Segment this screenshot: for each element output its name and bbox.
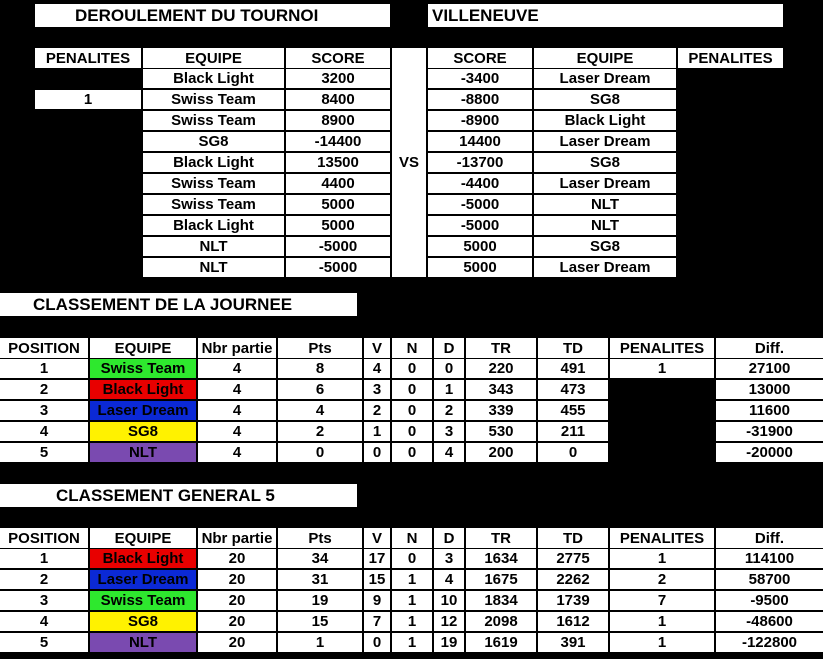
cell-games: 4 — [198, 422, 276, 441]
header-games: Nbr partie — [198, 528, 276, 548]
cell-points: 0 — [278, 443, 362, 462]
cell-diff: -31900 — [716, 422, 823, 441]
cell-points: 34 — [278, 549, 362, 568]
cell-wins: 17 — [364, 549, 390, 568]
cell-losses: 3 — [434, 422, 464, 441]
header-tr: TR — [466, 338, 536, 358]
header-tr: TR — [466, 528, 536, 548]
cell-position: 3 — [0, 591, 88, 610]
match-left-score: 8400 — [286, 90, 390, 109]
match-right-team: SG8 — [534, 90, 676, 109]
cell-draws: 1 — [392, 633, 432, 652]
match-right-team: Black Light — [534, 111, 676, 130]
match-right-score: 5000 — [428, 258, 532, 277]
match-right-team: SG8 — [534, 153, 676, 172]
cell-position: 3 — [0, 401, 88, 420]
header-td: TD — [538, 338, 608, 358]
right-team-header: EQUIPE — [534, 48, 676, 68]
general-ranking-title: CLASSEMENT GENERAL 5 — [0, 484, 357, 507]
team-cell: Swiss Team — [90, 359, 196, 378]
cell-losses: 12 — [434, 612, 464, 631]
match-right-score: 5000 — [428, 237, 532, 256]
match-right-score: -4400 — [428, 174, 532, 193]
match-left-score: 3200 — [286, 69, 390, 88]
cell-wins: 7 — [364, 612, 390, 631]
cell-points: 8 — [278, 359, 362, 378]
cell-draws: 1 — [392, 591, 432, 610]
match-left-team: Black Light — [143, 216, 284, 235]
header-team: EQUIPE — [90, 338, 196, 358]
match-left-score: 8900 — [286, 111, 390, 130]
cell-td: 391 — [538, 633, 608, 652]
cell-games: 20 — [198, 549, 276, 568]
match-left-team: Swiss Team — [143, 90, 284, 109]
cell-td: 473 — [538, 380, 608, 399]
cell-td: 2262 — [538, 570, 608, 589]
cell-points: 15 — [278, 612, 362, 631]
cell-position: 1 — [0, 549, 88, 568]
cell-losses: 0 — [434, 359, 464, 378]
cell-diff: 13000 — [716, 380, 823, 399]
header-points: Pts — [278, 528, 362, 548]
header-draws: N — [392, 528, 432, 548]
match-left-score: 4400 — [286, 174, 390, 193]
match-left-score: -5000 — [286, 237, 390, 256]
cell-losses: 10 — [434, 591, 464, 610]
cell-wins: 9 — [364, 591, 390, 610]
cell-tr: 1675 — [466, 570, 536, 589]
cell-td: 455 — [538, 401, 608, 420]
cell-penalties: 2 — [610, 570, 714, 589]
cell-penalties: 1 — [610, 633, 714, 652]
cell-penalties: 1 — [610, 549, 714, 568]
cell-points: 19 — [278, 591, 362, 610]
cell-points: 1 — [278, 633, 362, 652]
header-td: TD — [538, 528, 608, 548]
match-left-team: Black Light — [143, 153, 284, 172]
cell-tr: 530 — [466, 422, 536, 441]
header-wins: V — [364, 528, 390, 548]
cell-games: 20 — [198, 591, 276, 610]
cell-position: 4 — [0, 422, 88, 441]
cell-draws: 0 — [392, 549, 432, 568]
match-left-team: Swiss Team — [143, 111, 284, 130]
tournament-title: DEROULEMENT DU TOURNOI — [35, 4, 390, 27]
cell-games: 4 — [198, 359, 276, 378]
cell-points: 6 — [278, 380, 362, 399]
header-draws: N — [392, 338, 432, 358]
team-cell: Swiss Team — [90, 591, 196, 610]
cell-draws: 0 — [392, 380, 432, 399]
cell-points: 4 — [278, 401, 362, 420]
cell-wins: 0 — [364, 443, 390, 462]
cell-wins: 15 — [364, 570, 390, 589]
left-penalties-header: PENALITES — [35, 48, 141, 68]
daily-ranking-title: CLASSEMENT DE LA JOURNEE — [0, 293, 357, 316]
cell-tr: 1834 — [466, 591, 536, 610]
header-penalties: PENALITES — [610, 338, 714, 358]
cell-wins: 3 — [364, 380, 390, 399]
match-left-team: Swiss Team — [143, 174, 284, 193]
cell-tr: 1634 — [466, 549, 536, 568]
cell-games: 4 — [198, 401, 276, 420]
match-left-team: Black Light — [143, 69, 284, 88]
header-wins: V — [364, 338, 390, 358]
match-left-team: SG8 — [143, 132, 284, 151]
team-cell: Laser Dream — [90, 570, 196, 589]
team-cell: Black Light — [90, 380, 196, 399]
header-games: Nbr partie — [198, 338, 276, 358]
cell-penalties: 1 — [610, 359, 714, 378]
cell-draws: 1 — [392, 612, 432, 631]
cell-td: 211 — [538, 422, 608, 441]
cell-draws: 0 — [392, 443, 432, 462]
header-position: POSITION — [0, 528, 88, 548]
cell-position: 5 — [0, 443, 88, 462]
match-left-score: 13500 — [286, 153, 390, 172]
cell-diff: 114100 — [716, 549, 823, 568]
header-losses: D — [434, 338, 464, 358]
team-cell: Laser Dream — [90, 401, 196, 420]
cell-td: 491 — [538, 359, 608, 378]
match-right-score: -8800 — [428, 90, 532, 109]
cell-diff: -20000 — [716, 443, 823, 462]
team-cell: SG8 — [90, 612, 196, 631]
match-left-penalty: 1 — [35, 90, 141, 109]
cell-games: 4 — [198, 443, 276, 462]
header-position: POSITION — [0, 338, 88, 358]
match-right-team: Laser Dream — [534, 132, 676, 151]
match-left-team: NLT — [143, 258, 284, 277]
header-diff: Diff. — [716, 338, 823, 358]
cell-tr: 1619 — [466, 633, 536, 652]
match-right-score: -3400 — [428, 69, 532, 88]
team-cell: NLT — [90, 633, 196, 652]
cell-position: 5 — [0, 633, 88, 652]
team-cell: NLT — [90, 443, 196, 462]
team-cell: Black Light — [90, 549, 196, 568]
cell-td: 1739 — [538, 591, 608, 610]
cell-td: 2775 — [538, 549, 608, 568]
cell-td: 1612 — [538, 612, 608, 631]
right-penalties-header: PENALITES — [678, 48, 783, 68]
team-cell: SG8 — [90, 422, 196, 441]
header-points: Pts — [278, 338, 362, 358]
cell-losses: 2 — [434, 401, 464, 420]
cell-position: 1 — [0, 359, 88, 378]
cell-draws: 0 — [392, 422, 432, 441]
cell-losses: 4 — [434, 443, 464, 462]
cell-td: 0 — [538, 443, 608, 462]
cell-draws: 0 — [392, 359, 432, 378]
cell-penalties: 1 — [610, 612, 714, 631]
cell-tr: 2098 — [466, 612, 536, 631]
match-right-score: -5000 — [428, 195, 532, 214]
match-left-team: Swiss Team — [143, 195, 284, 214]
left-team-header: EQUIPE — [143, 48, 284, 68]
match-left-score: 5000 — [286, 216, 390, 235]
match-right-team: NLT — [534, 216, 676, 235]
cell-draws: 0 — [392, 401, 432, 420]
cell-games: 20 — [198, 612, 276, 631]
cell-wins: 4 — [364, 359, 390, 378]
vs-divider: VS — [392, 48, 426, 277]
cell-points: 31 — [278, 570, 362, 589]
right-score-header: SCORE — [428, 48, 532, 68]
cell-penalties: 7 — [610, 591, 714, 610]
header-penalties: PENALITES — [610, 528, 714, 548]
match-left-score: -14400 — [286, 132, 390, 151]
cell-draws: 1 — [392, 570, 432, 589]
cell-position: 2 — [0, 570, 88, 589]
match-right-team: SG8 — [534, 237, 676, 256]
cell-tr: 339 — [466, 401, 536, 420]
cell-losses: 3 — [434, 549, 464, 568]
cell-tr: 200 — [466, 443, 536, 462]
cell-diff: 11600 — [716, 401, 823, 420]
cell-games: 20 — [198, 570, 276, 589]
cell-tr: 343 — [466, 380, 536, 399]
cell-diff: 27100 — [716, 359, 823, 378]
match-right-score: -5000 — [428, 216, 532, 235]
cell-losses: 4 — [434, 570, 464, 589]
match-left-team: NLT — [143, 237, 284, 256]
match-right-team: Laser Dream — [534, 174, 676, 193]
match-left-score: 5000 — [286, 195, 390, 214]
cell-diff: -122800 — [716, 633, 823, 652]
cell-losses: 19 — [434, 633, 464, 652]
match-right-score: -13700 — [428, 153, 532, 172]
match-right-score: -8900 — [428, 111, 532, 130]
cell-points: 2 — [278, 422, 362, 441]
match-right-team: Laser Dream — [534, 258, 676, 277]
cell-games: 20 — [198, 633, 276, 652]
cell-position: 4 — [0, 612, 88, 631]
cell-tr: 220 — [466, 359, 536, 378]
cell-diff: 58700 — [716, 570, 823, 589]
header-losses: D — [434, 528, 464, 548]
left-score-header: SCORE — [286, 48, 390, 68]
location-title: VILLENEUVE — [428, 4, 783, 27]
cell-losses: 1 — [434, 380, 464, 399]
cell-wins: 0 — [364, 633, 390, 652]
cell-wins: 2 — [364, 401, 390, 420]
cell-games: 4 — [198, 380, 276, 399]
cell-diff: -9500 — [716, 591, 823, 610]
cell-diff: -48600 — [716, 612, 823, 631]
match-left-score: -5000 — [286, 258, 390, 277]
header-team: EQUIPE — [90, 528, 196, 548]
cell-position: 2 — [0, 380, 88, 399]
match-right-score: 14400 — [428, 132, 532, 151]
match-right-team: NLT — [534, 195, 676, 214]
match-right-team: Laser Dream — [534, 69, 676, 88]
header-diff: Diff. — [716, 528, 823, 548]
cell-wins: 1 — [364, 422, 390, 441]
